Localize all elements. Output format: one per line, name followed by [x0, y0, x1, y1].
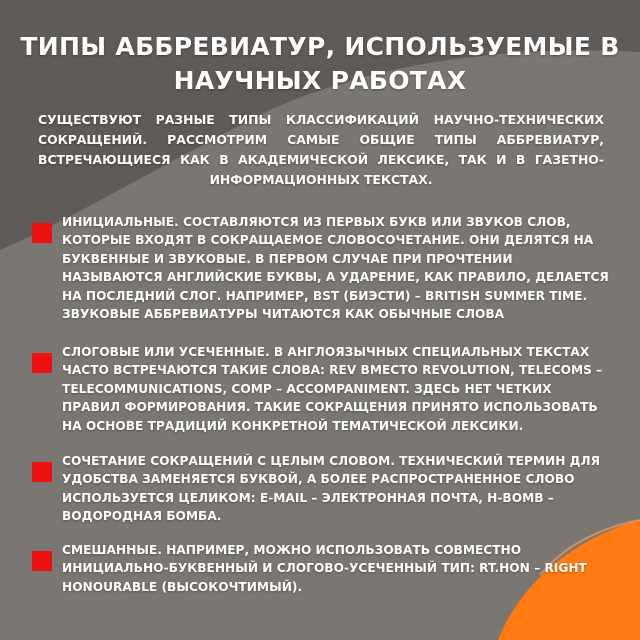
list-item-initial [32, 213, 612, 323]
intro-paragraph: СУЩЕСТВУЮТ РАЗНЫЕ ТИПЫ КЛАССИФИКАЦИЙ НАУЧНО-ТЕХНИЧЕСКИХ СОКРАЩЕНИЙ. РАССМОТРИМ САМЫЕ ОБЩИЕ ТИПЫ АББРЕВИАТУР, ВСТРЕЧАЮЩИЕСЯ КАК В АКАДЕМИЧЕСКОЙ ЛЕКСИКЕ, ТАК И В ГАЗЕТНО-ИНФОРМАЦИОННЫХ ТЕКСТАХ. [38, 112, 604, 187]
list-item-combined [32, 452, 612, 526]
red-square-bullet-icon [32, 353, 52, 373]
list-item-syllabic [32, 343, 612, 435]
list-item-text: ИНИЦИАЛЬНЫЕ. СОСТАВЛЯЮТСЯ ИЗ ПЕРВЫХ БУКВ ИЛИ ЗВУКОВ СЛОВ, КОТОРЫЕ ВХОДЯТ В СОКРАЩАЕМОЕ СЛОВОСОЧЕТАНИЕ. ОНИ ДЕЛЯТСЯ НА БУКВЕННЫЕ И ЗВУКОВЫЕ. В ПЕРВОМ СЛУЧАЕ ПРИ ПРОЧТЕНИИ НАЗЫВАЮТСЯ АНГЛИЙСКИЕ БУКВЫ, А УДАРЕНИЕ, КАК ПРАВИЛО, ДЕЛАЕТСЯ НА ПОСЛЕДНИЙ СЛОГ. НАПРИМЕР, BST (БИЭСТИ) – BRITISH SUMMER TIME. ЗВУКОВЫЕ АББРЕВИАТУРЫ ЧИТАЮТСЯ КАК ОБЫЧНЫЕ СЛОВА [62, 215, 609, 322]
list-item-text: СМЕШАННЫЕ. НАПРИМЕР, МОЖНО ИСПОЛЬЗОВАТЬ СОВМЕСТНО ИНИЦИАЛЬНО-БУКВЕННЫЙ И СЛОГОВО-УСЕЧЕННЫЙ ТИП: RT.HON – RIGHT HONOURABLE (ВЫСОКОЧТИМЫЙ). [62, 543, 587, 594]
page-title: ТИПЫ АББРЕВИАТУР, ИСПОЛЬЗУЕМЫЕ В НАУЧНЫХ РАБОТАХ [20, 32, 620, 95]
list-item-text: СЛОГОВЫЕ ИЛИ УСЕЧЕННЫЕ. В АНГЛОЯЗЫЧНЫХ СПЕЦИАЛЬНЫХ ТЕКСТАХ ЧАСТО ВСТРЕЧАЮТСЯ ТАКИЕ СЛОВА: REV ВМЕСТО REVOLUTION, TELECOMS – TELECOMMUNICATIONS, COMP – ACCOMPANIMENT. ЗДЕСЬ НЕТ ЧЕТКИХ ПРАВИЛ ФОРМИРОВАНИЯ. ТАКИЕ СОКРАЩЕНИЯ ПРИНЯТО ИСПОЛЬЗОВАТЬ НА ОСНОВЕ ТРАДИЦИЙ КОНКРЕТНОЙ ТЕМАТИЧЕСКОЙ ЛЕКСИКИ. [62, 345, 603, 433]
list-item-mixed [32, 541, 612, 596]
red-square-bullet-icon [32, 223, 52, 243]
red-square-bullet-icon [32, 462, 52, 482]
list-item-text: СОЧЕТАНИЕ СОКРАЩЕНИЙ С ЦЕЛЫМ СЛОВОМ. ТЕХНИЧЕСКИЙ ТЕРМИН ДЛЯ УДОБСТВА ЗАМЕНЯЕТСЯ БУКВОЙ, А БОЛЕЕ РАСПРОСТРАНЕННОЕ СЛОВО ИСПОЛЬЗУЕТСЯ ЦЕЛИКОМ: E-MAIL – ЭЛЕКТРОННАЯ ПОЧТА, H-BOMB – ВОДОРОДНАЯ БОМБА. [62, 454, 601, 524]
red-square-bullet-icon [32, 551, 52, 571]
